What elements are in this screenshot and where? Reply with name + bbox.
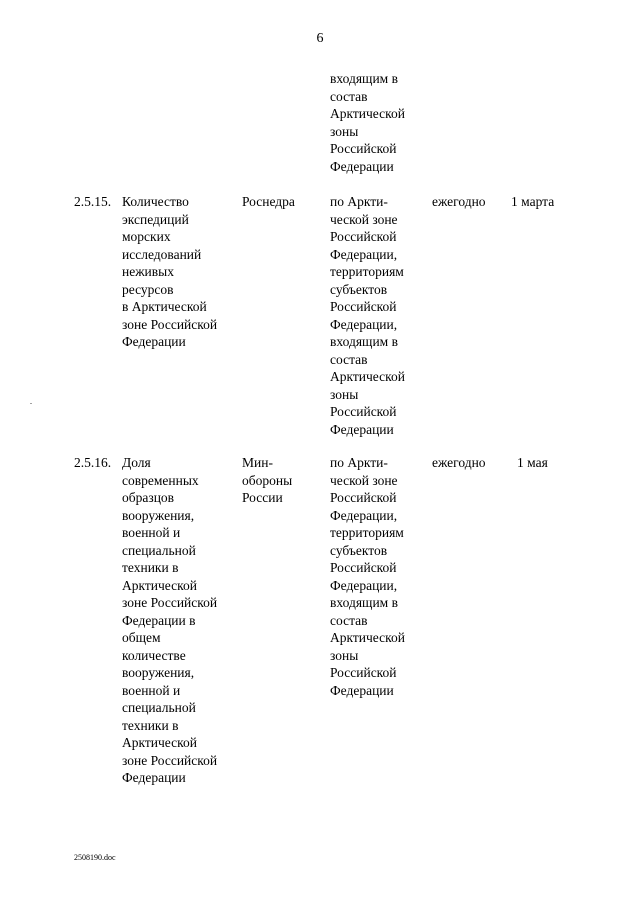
text-line: Федерации <box>122 770 186 785</box>
text-line: Федерации, <box>330 316 398 332</box>
text-line: Российской <box>330 404 397 419</box>
text-line: субъектов <box>330 281 388 297</box>
text-line: по Аркти- <box>330 194 388 209</box>
text-line: входящим в <box>330 71 398 86</box>
text-line: Федерации <box>122 334 186 349</box>
text-line: состав <box>330 351 368 367</box>
text-line: специальной <box>122 700 196 715</box>
text-line: Российской <box>330 560 397 575</box>
text-line: Российской <box>330 490 397 505</box>
text-line: экспедиций <box>122 211 189 227</box>
region-cell <box>330 454 405 699</box>
row-number: 2.5.15. <box>74 194 112 209</box>
text-line: Арктической <box>330 106 405 121</box>
text-line: ческой зоне <box>330 211 398 227</box>
text-line: морских <box>122 229 171 244</box>
text-line: обороны <box>242 472 293 488</box>
row-number: 2.5.16. <box>74 455 112 470</box>
text-line: зоны <box>330 647 359 663</box>
text-line: Российской <box>330 665 397 680</box>
text-line: Арктической <box>330 630 405 645</box>
text-line: по Аркти- <box>330 455 388 470</box>
text-line: зоны <box>330 386 359 402</box>
text-line: входящим в <box>330 595 398 610</box>
text-line: зоне Российской <box>122 316 218 332</box>
text-line: Роснедра <box>242 194 295 209</box>
text-line: Российской <box>330 299 397 314</box>
frequency-cell: ежегодно <box>432 455 486 470</box>
text-line: вооружения, <box>122 507 195 523</box>
responsible-cell <box>242 454 292 507</box>
text-line: Федерации в <box>122 612 196 628</box>
text-line: зоне Российской <box>122 595 218 610</box>
text-line: военной и <box>122 525 181 540</box>
text-line: зоны <box>330 123 359 139</box>
text-line: количестве <box>122 647 186 663</box>
text-line: вооружения, <box>122 665 195 680</box>
text-line: современных <box>122 472 199 488</box>
indicator-cell <box>122 193 217 351</box>
text-line: общем <box>122 630 161 645</box>
text-line: Российской <box>330 141 397 156</box>
text-line: Российской <box>330 229 397 244</box>
frequency-cell: ежегодно <box>432 194 486 209</box>
text-line: зоне Российской <box>122 752 218 768</box>
text-line: образцов <box>122 490 175 505</box>
footer-filename: 2508190.doc <box>74 853 116 862</box>
text-line: Федерации <box>330 158 394 174</box>
text-line: территориям <box>330 525 404 540</box>
text-line: Федерации, <box>330 577 398 593</box>
continuation-region-cell <box>330 70 405 175</box>
text-line: России <box>242 490 283 505</box>
text-line: в Арктической <box>122 299 207 314</box>
deadline-cell: 1 марта <box>511 194 555 209</box>
text-line: техники в <box>122 717 179 733</box>
region-cell <box>330 193 405 438</box>
text-line: состав <box>330 88 368 104</box>
text-line: Арктической <box>122 577 197 593</box>
text-line: техники в <box>122 560 179 575</box>
margin-mark: . <box>30 397 32 406</box>
text-line: Федерации, <box>330 507 398 523</box>
text-line: специальной <box>122 542 196 558</box>
text-line: входящим в <box>330 334 398 349</box>
text-line: неживых <box>122 264 174 279</box>
text-line: субъектов <box>330 542 388 558</box>
text-line: территориям <box>330 264 404 279</box>
text-line: Количество <box>122 194 189 209</box>
deadline-cell: 1 мая <box>517 455 548 470</box>
text-line: Федерации, <box>330 246 398 262</box>
text-line: военной и <box>122 682 181 698</box>
text-line: Мин- <box>242 455 273 470</box>
text-line: Доля <box>122 455 151 470</box>
text-line: Арктической <box>330 369 405 384</box>
text-line: Федерации <box>330 682 394 698</box>
responsible-cell <box>242 193 295 211</box>
text-line: Федерации <box>330 421 394 437</box>
text-line: состав <box>330 612 368 628</box>
text-line: ческой зоне <box>330 472 398 488</box>
text-line: ресурсов <box>122 281 174 297</box>
text-line: Арктической <box>122 735 197 750</box>
page-number: 6 <box>316 31 324 46</box>
indicator-cell <box>122 454 217 787</box>
text-line: исследований <box>122 246 202 262</box>
